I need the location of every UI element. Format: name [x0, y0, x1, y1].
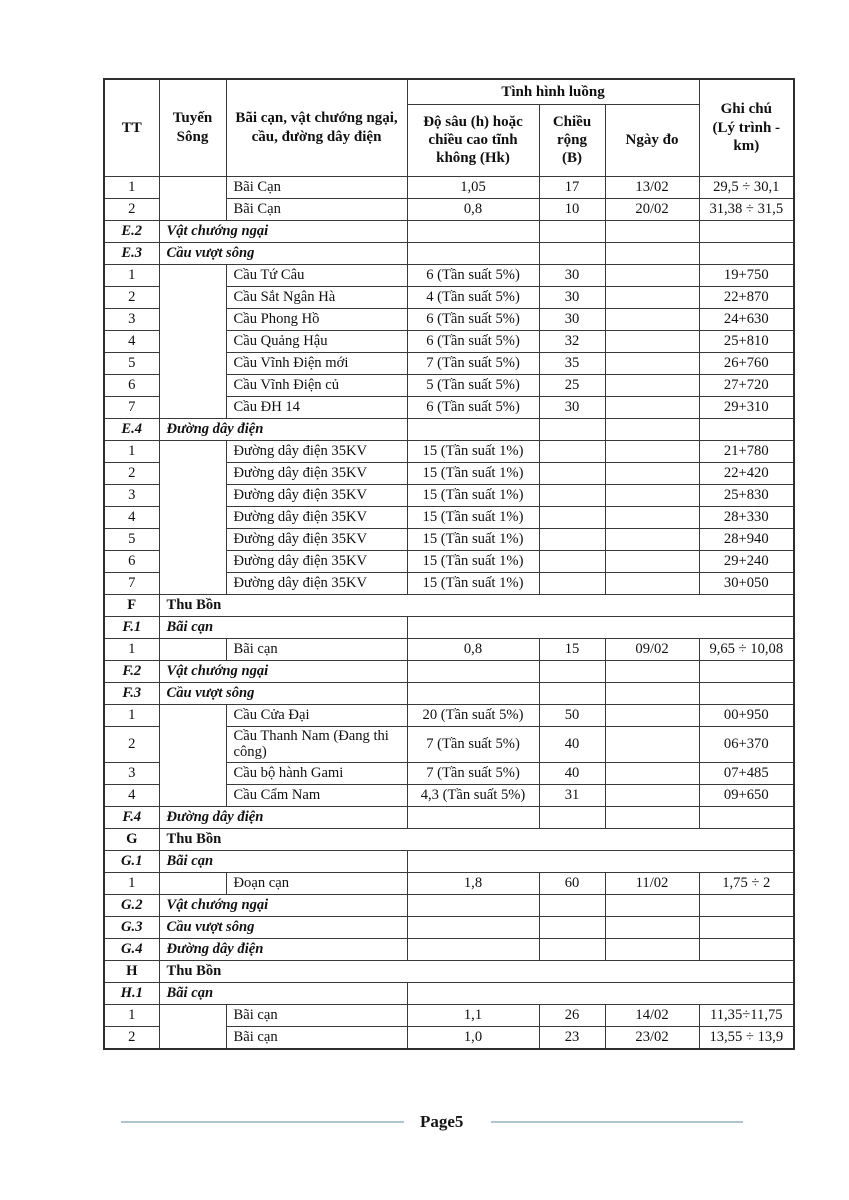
subsection-label: Cầu vượt sông	[159, 917, 407, 939]
depth-cell: 5 (Tần suất 5%)	[407, 374, 539, 396]
section-label: Thu Bồn	[159, 829, 794, 851]
depth-cell: 15 (Tần suất 1%)	[407, 506, 539, 528]
tuyen-song-cell	[159, 638, 226, 660]
date-cell	[605, 396, 699, 418]
date-cell	[605, 506, 699, 528]
subsection-label: Đường dây điện	[159, 418, 407, 440]
obstacle-name-cell: Bãi Cạn	[226, 176, 407, 198]
subsection-code: G.1	[104, 851, 159, 873]
width-cell: 30	[539, 308, 605, 330]
row-number: 2	[104, 1027, 159, 1049]
note-cell: 21+780	[699, 440, 794, 462]
row-number: 4	[104, 330, 159, 352]
section-row	[104, 807, 794, 829]
obstacle-name-cell: Đoạn cạn	[226, 873, 407, 895]
subsection-label: Bãi cạn	[159, 616, 407, 638]
obstacle-name-cell: Cầu Sắt Ngân Hà	[226, 286, 407, 308]
depth-cell: 6 (Tần suất 5%)	[407, 264, 539, 286]
row-number: 3	[104, 763, 159, 785]
empty-cell	[605, 807, 699, 829]
note-cell: 30+050	[699, 572, 794, 594]
subsection-code: F.4	[104, 807, 159, 829]
section-row	[104, 660, 794, 682]
row-number: 1	[104, 440, 159, 462]
row-number: 2	[104, 286, 159, 308]
empty-cell	[605, 917, 699, 939]
depth-cell: 15 (Tần suất 1%)	[407, 440, 539, 462]
date-cell: 14/02	[605, 1005, 699, 1027]
date-cell: 20/02	[605, 198, 699, 220]
empty-cell	[539, 895, 605, 917]
empty-cell	[407, 660, 539, 682]
depth-cell: 15 (Tần suất 1%)	[407, 462, 539, 484]
note-cell: 13,55 ÷ 13,9	[699, 1027, 794, 1049]
obstacle-name-cell: Bãi Cạn	[226, 198, 407, 220]
width-cell: 30	[539, 396, 605, 418]
width-cell: 23	[539, 1027, 605, 1049]
empty-cell	[605, 242, 699, 264]
empty-cell	[407, 616, 794, 638]
empty-cell	[539, 682, 605, 704]
row-number: 4	[104, 785, 159, 807]
col-header-tt: TT	[104, 79, 159, 176]
date-cell	[605, 704, 699, 726]
depth-cell: 4,3 (Tần suất 5%)	[407, 785, 539, 807]
obstacle-name-cell: Cầu Cửa Đại	[226, 704, 407, 726]
note-cell: 29,5 ÷ 30,1	[699, 176, 794, 198]
obstacle-name-cell: Bãi cạn	[226, 1005, 407, 1027]
table-row	[104, 1005, 794, 1027]
width-cell: 10	[539, 198, 605, 220]
col-header-date: Ngày đo	[605, 104, 699, 176]
subsection-label: Bãi cạn	[159, 851, 407, 873]
subsection-label: Cầu vượt sông	[159, 242, 407, 264]
row-number: 1	[104, 873, 159, 895]
empty-cell	[407, 851, 794, 873]
width-cell: 50	[539, 704, 605, 726]
date-cell	[605, 308, 699, 330]
empty-cell	[605, 895, 699, 917]
empty-cell	[407, 983, 794, 1005]
obstacle-name-cell: Đường dây điện 35KV	[226, 528, 407, 550]
row-number: 3	[104, 484, 159, 506]
col-header-depth: Độ sâu (h) hoặc chiều cao tĩnh không (Hk)	[407, 104, 539, 176]
section-row	[104, 242, 794, 264]
section-row	[104, 851, 794, 873]
obstacle-name-cell: Đường dây điện 35KV	[226, 484, 407, 506]
empty-cell	[539, 242, 605, 264]
subsection-label: Đường dây điện	[159, 807, 407, 829]
note-cell: 29+310	[699, 396, 794, 418]
width-cell: 26	[539, 1005, 605, 1027]
width-cell	[539, 462, 605, 484]
depth-cell: 6 (Tần suất 5%)	[407, 330, 539, 352]
footer-rule-right	[491, 1121, 743, 1124]
width-cell	[539, 572, 605, 594]
note-cell: 25+810	[699, 330, 794, 352]
col-group-header-channel-status: Tình hình luồng	[407, 79, 699, 104]
row-number: 1	[104, 638, 159, 660]
footer-rule-left	[121, 1121, 404, 1124]
date-cell	[605, 726, 699, 763]
subsection-code: F.1	[104, 616, 159, 638]
tuyen-song-cell	[159, 264, 226, 418]
table-row	[104, 638, 794, 660]
subsection-label: Vật chướng ngại	[159, 220, 407, 242]
section-row	[104, 983, 794, 1005]
note-cell: 22+420	[699, 462, 794, 484]
date-cell: 13/02	[605, 176, 699, 198]
table-header	[104, 79, 794, 176]
depth-cell: 1,8	[407, 873, 539, 895]
subsection-code: H.1	[104, 983, 159, 1005]
date-cell: 23/02	[605, 1027, 699, 1049]
depth-cell: 7 (Tần suất 5%)	[407, 726, 539, 763]
subsection-label: Cầu vượt sông	[159, 682, 407, 704]
tuyen-song-cell	[159, 176, 226, 220]
obstacle-name-cell: Cầu ĐH 14	[226, 396, 407, 418]
col-header-tuyen-song: Tuyến Sông	[159, 79, 226, 176]
obstacle-name-cell: Đường dây điện 35KV	[226, 572, 407, 594]
empty-cell	[605, 220, 699, 242]
row-number: 1	[104, 176, 159, 198]
note-cell: 28+330	[699, 506, 794, 528]
row-number: 7	[104, 572, 159, 594]
empty-cell	[605, 682, 699, 704]
subsection-label: Vật chướng ngại	[159, 895, 407, 917]
width-cell	[539, 550, 605, 572]
empty-cell	[407, 220, 539, 242]
empty-cell	[699, 242, 794, 264]
empty-cell	[605, 939, 699, 961]
note-cell: 24+630	[699, 308, 794, 330]
table-row	[104, 873, 794, 895]
subsection-code: F.3	[104, 682, 159, 704]
width-cell: 60	[539, 873, 605, 895]
obstacle-name-cell: Đường dây điện 35KV	[226, 462, 407, 484]
empty-cell	[407, 939, 539, 961]
section-label: Thu Bồn	[159, 594, 794, 616]
section-row	[104, 917, 794, 939]
row-number: 1	[104, 1005, 159, 1027]
width-cell	[539, 484, 605, 506]
empty-cell	[699, 807, 794, 829]
row-number: 7	[104, 396, 159, 418]
row-number: 2	[104, 462, 159, 484]
subsection-label: Đường dây điện	[159, 939, 407, 961]
section-row	[104, 418, 794, 440]
table-row	[104, 704, 794, 726]
row-number: 3	[104, 308, 159, 330]
row-number: 2	[104, 726, 159, 763]
empty-cell	[699, 660, 794, 682]
section-row	[104, 961, 794, 983]
date-cell	[605, 330, 699, 352]
date-cell: 11/02	[605, 873, 699, 895]
note-cell: 22+870	[699, 286, 794, 308]
note-cell: 26+760	[699, 352, 794, 374]
section-code: F	[104, 594, 159, 616]
col-header-width: Chiều rộng (B)	[539, 104, 605, 176]
empty-cell	[539, 220, 605, 242]
section-label: Thu Bồn	[159, 961, 794, 983]
depth-cell: 1,1	[407, 1005, 539, 1027]
row-number: 2	[104, 198, 159, 220]
empty-cell	[407, 242, 539, 264]
subsection-code: G.4	[104, 939, 159, 961]
section-row	[104, 220, 794, 242]
table-body	[104, 176, 794, 1049]
tuyen-song-cell	[159, 1005, 226, 1049]
note-cell: 00+950	[699, 704, 794, 726]
header-row-1	[104, 79, 794, 104]
obstacle-name-cell: Đường dây điện 35KV	[226, 440, 407, 462]
date-cell: 09/02	[605, 638, 699, 660]
obstacle-name-cell: Cầu Cẩm Nam	[226, 785, 407, 807]
obstacle-name-cell: Cầu Quảng Hậu	[226, 330, 407, 352]
date-cell	[605, 352, 699, 374]
date-cell	[605, 763, 699, 785]
width-cell: 25	[539, 374, 605, 396]
note-cell: 29+240	[699, 550, 794, 572]
date-cell	[605, 484, 699, 506]
section-code: G	[104, 829, 159, 851]
date-cell	[605, 572, 699, 594]
note-cell: 1,75 ÷ 2	[699, 873, 794, 895]
depth-cell: 0,8	[407, 198, 539, 220]
note-cell: 19+750	[699, 264, 794, 286]
empty-cell	[407, 418, 539, 440]
width-cell: 30	[539, 286, 605, 308]
page-footer	[121, 1112, 753, 1132]
width-cell	[539, 440, 605, 462]
width-cell: 35	[539, 352, 605, 374]
empty-cell	[605, 660, 699, 682]
empty-cell	[539, 939, 605, 961]
obstacle-name-cell: Cầu Tứ Câu	[226, 264, 407, 286]
depth-cell: 15 (Tần suất 1%)	[407, 528, 539, 550]
empty-cell	[605, 418, 699, 440]
depth-cell: 7 (Tần suất 5%)	[407, 763, 539, 785]
subsection-code: E.3	[104, 242, 159, 264]
depth-cell: 6 (Tần suất 5%)	[407, 396, 539, 418]
empty-cell	[407, 895, 539, 917]
empty-cell	[699, 682, 794, 704]
row-number: 4	[104, 506, 159, 528]
depth-cell: 4 (Tần suất 5%)	[407, 286, 539, 308]
table-row	[104, 440, 794, 462]
subsection-code: F.2	[104, 660, 159, 682]
date-cell	[605, 264, 699, 286]
width-cell: 40	[539, 726, 605, 763]
empty-cell	[699, 917, 794, 939]
row-number: 1	[104, 264, 159, 286]
width-cell: 30	[539, 264, 605, 286]
empty-cell	[539, 660, 605, 682]
section-row	[104, 682, 794, 704]
row-number: 5	[104, 352, 159, 374]
tuyen-song-cell	[159, 704, 226, 807]
obstacle-name-cell: Cầu bộ hành Gami	[226, 763, 407, 785]
obstacle-name-cell: Bãi cạn	[226, 638, 407, 660]
note-cell: 06+370	[699, 726, 794, 763]
subsection-code: G.3	[104, 917, 159, 939]
section-row	[104, 829, 794, 851]
depth-cell: 6 (Tần suất 5%)	[407, 308, 539, 330]
depth-cell: 7 (Tần suất 5%)	[407, 352, 539, 374]
width-cell: 31	[539, 785, 605, 807]
table-row	[104, 176, 794, 198]
depth-cell: 15 (Tần suất 1%)	[407, 484, 539, 506]
empty-cell	[699, 939, 794, 961]
empty-cell	[407, 682, 539, 704]
channel-status-table	[103, 78, 795, 1050]
note-cell: 27+720	[699, 374, 794, 396]
date-cell	[605, 286, 699, 308]
row-number: 5	[104, 528, 159, 550]
date-cell	[605, 440, 699, 462]
section-row	[104, 616, 794, 638]
date-cell	[605, 374, 699, 396]
obstacle-name-cell: Cầu Vĩnh Điện mới	[226, 352, 407, 374]
empty-cell	[699, 220, 794, 242]
date-cell	[605, 785, 699, 807]
obstacle-name-cell: Cầu Phong Hồ	[226, 308, 407, 330]
tuyen-song-cell	[159, 440, 226, 594]
note-cell: 25+830	[699, 484, 794, 506]
subsection-code: E.2	[104, 220, 159, 242]
tuyen-song-cell	[159, 873, 226, 895]
width-cell: 32	[539, 330, 605, 352]
empty-cell	[699, 895, 794, 917]
note-cell: 09+650	[699, 785, 794, 807]
note-cell: 11,35÷11,75	[699, 1005, 794, 1027]
note-cell: 9,65 ÷ 10,08	[699, 638, 794, 660]
row-number: 1	[104, 704, 159, 726]
depth-cell: 1,0	[407, 1027, 539, 1049]
date-cell	[605, 462, 699, 484]
width-cell: 15	[539, 638, 605, 660]
subsection-label: Bãi cạn	[159, 983, 407, 1005]
note-cell: 28+940	[699, 528, 794, 550]
col-header-obstacle: Bãi cạn, vật chướng ngại, cầu, đường dây điện	[226, 79, 407, 176]
section-row	[104, 895, 794, 917]
obstacle-name-cell: Bãi cạn	[226, 1027, 407, 1049]
obstacle-name-cell: Cầu Vĩnh Điện củ	[226, 374, 407, 396]
obstacle-name-cell: Cầu Thanh Nam (Đang thi công)	[226, 726, 407, 763]
empty-cell	[407, 807, 539, 829]
section-code: H	[104, 961, 159, 983]
empty-cell	[407, 917, 539, 939]
date-cell	[605, 550, 699, 572]
section-row	[104, 594, 794, 616]
depth-cell: 20 (Tần suất 5%)	[407, 704, 539, 726]
depth-cell: 1,05	[407, 176, 539, 198]
row-number: 6	[104, 550, 159, 572]
depth-cell: 0,8	[407, 638, 539, 660]
width-cell: 17	[539, 176, 605, 198]
note-cell: 31,38 ÷ 31,5	[699, 198, 794, 220]
empty-cell	[539, 807, 605, 829]
note-cell: 07+485	[699, 763, 794, 785]
width-cell: 40	[539, 763, 605, 785]
subsection-code: E.4	[104, 418, 159, 440]
empty-cell	[539, 418, 605, 440]
depth-cell: 15 (Tần suất 1%)	[407, 572, 539, 594]
width-cell	[539, 528, 605, 550]
empty-cell	[699, 418, 794, 440]
empty-cell	[539, 917, 605, 939]
table-row	[104, 264, 794, 286]
section-row	[104, 939, 794, 961]
depth-cell: 15 (Tần suất 1%)	[407, 550, 539, 572]
row-number: 6	[104, 374, 159, 396]
width-cell	[539, 506, 605, 528]
subsection-label: Vật chướng ngại	[159, 660, 407, 682]
obstacle-name-cell: Đường dây điện 35KV	[226, 550, 407, 572]
obstacle-name-cell: Đường dây điện 35KV	[226, 506, 407, 528]
col-header-note: Ghi chú (Lý trình - km)	[699, 79, 794, 176]
subsection-code: G.2	[104, 895, 159, 917]
page-number: Page5	[420, 1112, 464, 1131]
date-cell	[605, 528, 699, 550]
